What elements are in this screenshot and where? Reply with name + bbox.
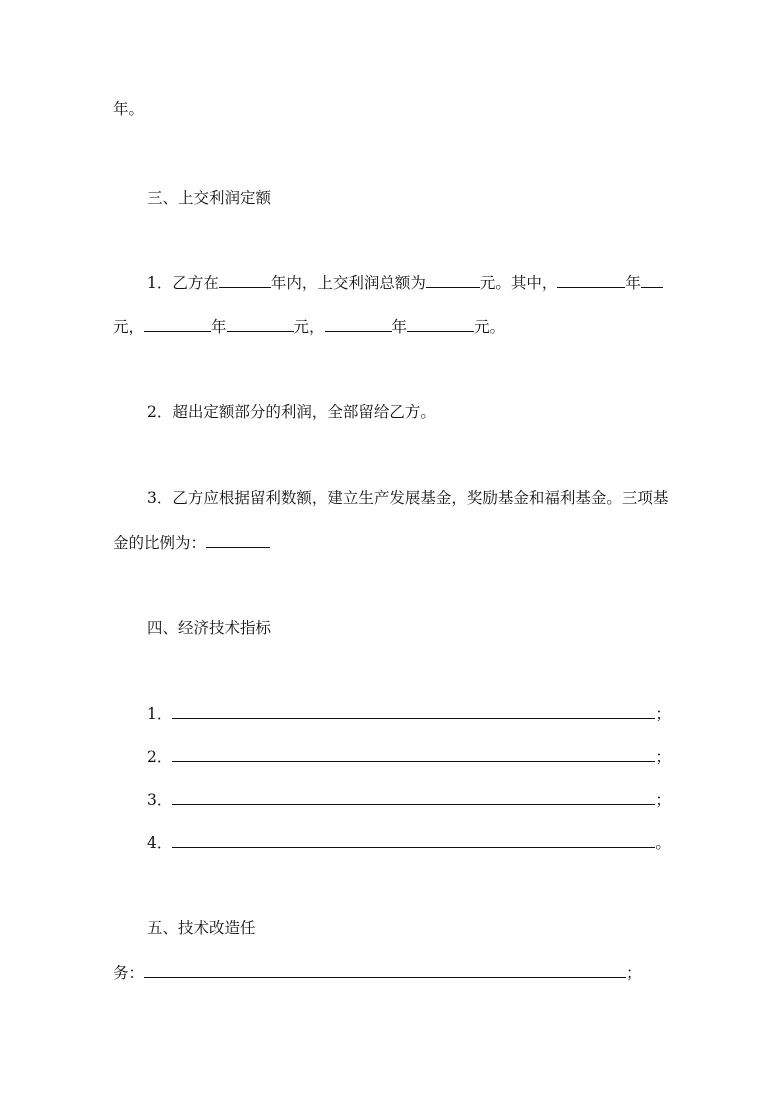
item-1-text-a: 1．乙方在 xyxy=(147,274,219,292)
item-1-text-f: 年 xyxy=(211,318,227,336)
section-5-line-2 xyxy=(113,962,642,984)
tech-transform-blank[interactable] xyxy=(144,962,626,978)
blank-year-2[interactable] xyxy=(144,316,211,332)
indicator-3-end: ； xyxy=(655,791,671,809)
indicator-row-2 xyxy=(147,746,671,768)
blank-year-3[interactable] xyxy=(325,316,392,332)
blank-years[interactable] xyxy=(219,272,271,288)
blank-year-1[interactable] xyxy=(557,272,625,288)
indicator-2-blank[interactable] xyxy=(172,746,655,762)
section-3-item-3-line-2 xyxy=(113,532,270,554)
section-5-label: 务： xyxy=(113,964,145,982)
item-1-text-d: 年 xyxy=(625,274,641,292)
section-3-item-1-line-2 xyxy=(113,316,505,338)
indicator-row-3 xyxy=(147,789,671,811)
blank-total-profit[interactable] xyxy=(426,272,480,288)
indicator-2-number: 2． xyxy=(147,748,173,766)
section-3-item-3-line-1: 3．乙方应根据留利数额，建立生产发展基金，奖励基金和福利基金。三项基 xyxy=(147,489,669,507)
item-1-text-c: 元。其中， xyxy=(479,274,558,292)
section-5-end: ； xyxy=(626,964,642,982)
item-3-label: 金的比例为： xyxy=(113,534,207,552)
indicator-row-1 xyxy=(147,703,671,725)
section-3-heading: 三、上交利润定额 xyxy=(147,189,272,207)
indicator-3-blank[interactable] xyxy=(172,789,655,805)
blank-amount-1-start[interactable] xyxy=(641,272,663,288)
section-4-heading: 四、经济技术指标 xyxy=(147,619,272,637)
blank-fund-ratio[interactable] xyxy=(206,532,270,548)
section-3-item-2: 2．超出定额部分的利润，全部留给乙方。 xyxy=(147,403,436,421)
indicator-2-end: ； xyxy=(655,748,671,766)
indicator-4-blank[interactable] xyxy=(172,832,655,848)
indicator-3-number: 3． xyxy=(147,791,173,809)
section-3-item-1-line-1 xyxy=(147,272,663,294)
indicator-4-number: 4． xyxy=(147,834,173,852)
indicator-1-end: ； xyxy=(655,705,671,723)
section-5-heading: 五、技术改造任 xyxy=(147,919,256,937)
item-1-text-g: 元， xyxy=(293,318,325,336)
indicator-1-number: 1． xyxy=(147,705,173,723)
blank-amount-2[interactable] xyxy=(227,316,294,332)
item-1-text-b: 年内，上交利润总额为 xyxy=(270,274,426,292)
indicator-1-blank[interactable] xyxy=(172,703,655,719)
item-1-text-e: 元， xyxy=(113,318,145,336)
text-fragment-top: 年。 xyxy=(113,100,145,118)
indicator-4-end: 。 xyxy=(655,834,671,852)
indicator-row-4 xyxy=(147,832,671,854)
item-1-text-i: 元。 xyxy=(474,318,506,336)
item-1-text-h: 年 xyxy=(391,318,408,336)
blank-amount-3[interactable] xyxy=(407,316,474,332)
